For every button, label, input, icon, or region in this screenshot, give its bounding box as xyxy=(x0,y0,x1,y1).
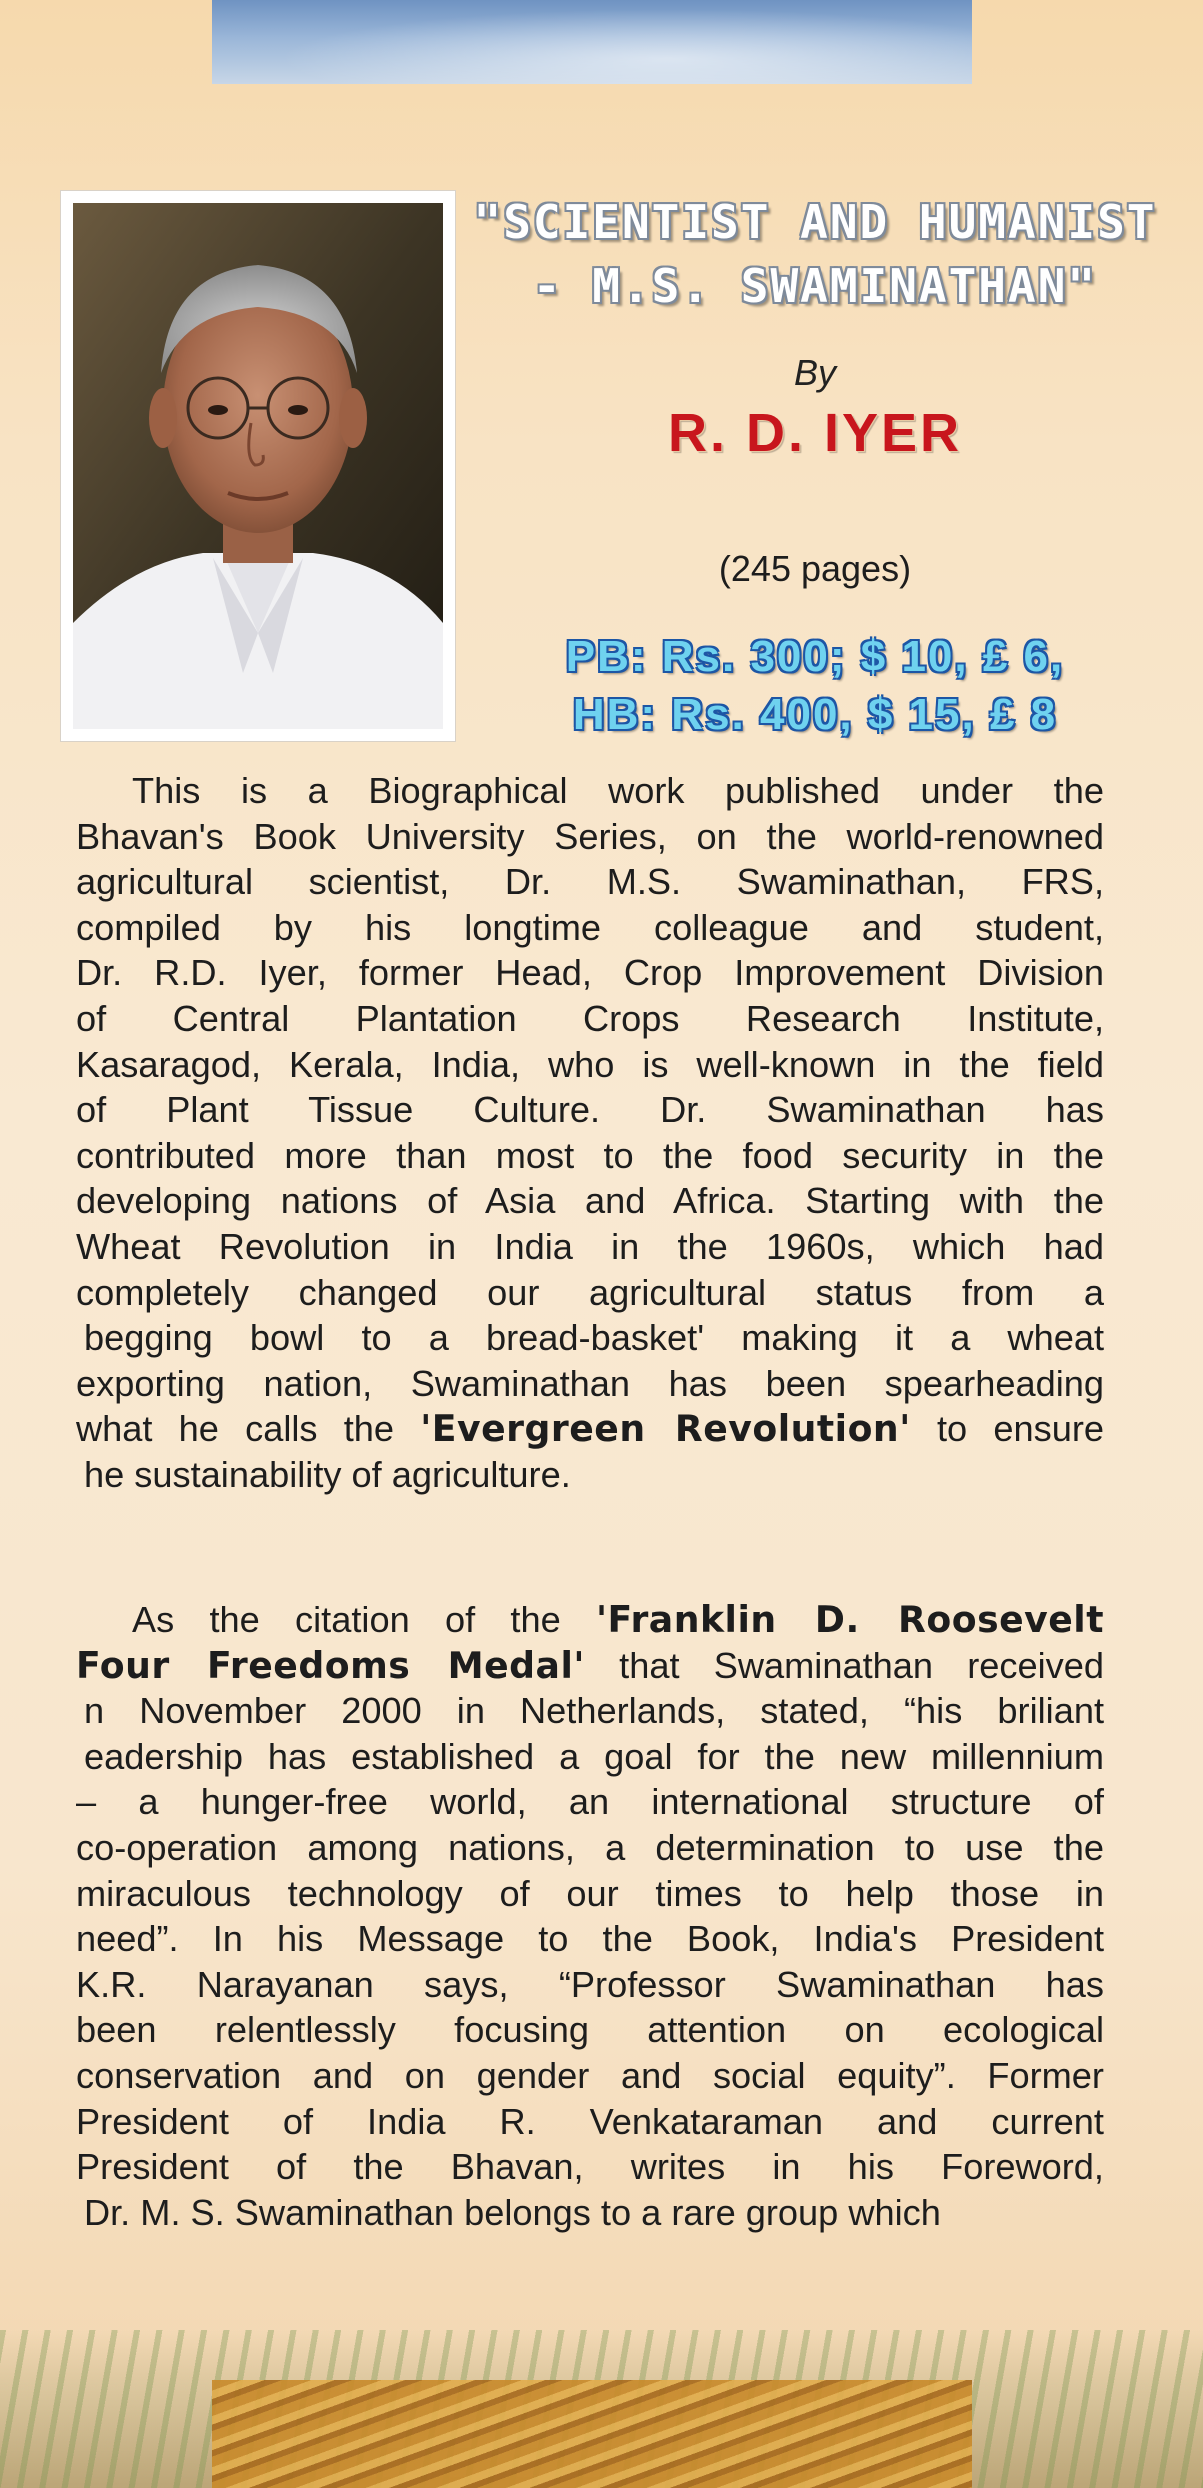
medal-name-emphasis: Four Freedoms Medal' xyxy=(76,1643,585,1687)
paragraph-1-line: agricultural scientist, Dr. M.S. Swaminathan, FRS, xyxy=(76,861,1104,903)
author-name: R. D. IYER xyxy=(667,403,963,463)
paragraph-2-line: co-operation among nations, a determination to use the xyxy=(76,1826,1104,1868)
paragraph-2-line: need”. In his Message to the Book, India's President xyxy=(76,1918,1104,1960)
book-title xyxy=(470,190,1160,318)
paragraph-1-line: This is a Biographical work published under the xyxy=(132,770,1104,811)
paragraph-2-line: K.R. Narayanan says, “Professor Swaminathan has xyxy=(76,1963,1104,2005)
paragraph-1-line: of Plant Tissue Culture. Dr. Swaminathan has xyxy=(76,1089,1104,1131)
text-run: to ensure xyxy=(910,1408,1105,1450)
paragraph-1-line: Wheat Revolution in India in the 1960s, which had xyxy=(76,1225,1104,1267)
paragraph-1-line: he sustainability of agriculture. xyxy=(84,1453,571,1495)
paragraph-1-line: compiled by his longtime colleague and student, xyxy=(76,906,1104,948)
paragraph-2-line xyxy=(76,1643,1104,1689)
paragraph-2-line: Dr. M. S. Swaminathan belongs to a rare group which xyxy=(84,2191,941,2233)
paragraph-2-line: – a hunger-free world, an international structure of xyxy=(76,1781,1104,1823)
price-paperback: PB: Rs. 300; $ 10, £ 6, xyxy=(565,632,1065,681)
paragraph-1-line: begging bowl to a bread-basket' making it a wheat xyxy=(84,1317,1104,1359)
paragraph-1-line: Kasaragod, Kerala, India, who is well-known in the field xyxy=(76,1043,1104,1085)
wheat-ears-image xyxy=(212,2380,972,2488)
paragraph-2-line: eadership has established a goal for the new millennium xyxy=(84,1735,1104,1777)
paragraph-1-line: Dr. R.D. Iyer, former Head, Crop Improvement Division xyxy=(76,952,1104,994)
sky-banner-image xyxy=(212,0,972,84)
author-portrait-photo xyxy=(60,190,456,742)
price-list xyxy=(470,628,1160,744)
paragraph-2-line: n November 2000 in Netherlands, stated, “his briliant xyxy=(84,1690,1104,1732)
paragraph-1-line: exporting nation, Swaminathan has been spearheading xyxy=(76,1362,1104,1404)
book-title-line-1: "SCIENTIST AND HUMANIST xyxy=(473,195,1157,249)
paragraph-1-line: developing nations of Asia and Africa. Starting with the xyxy=(76,1180,1104,1222)
paragraph-2-line: President of India R. Venkataraman and current xyxy=(76,2100,1104,2142)
paragraph-2-line: been relentlessly focusing attention on ecological xyxy=(76,2009,1104,2051)
text-run: As the citation of the xyxy=(132,1599,596,1640)
paragraph-2-line: conservation and on gender and social equity”. Former xyxy=(76,2054,1104,2096)
portrait-illustration xyxy=(73,203,443,729)
by-label: By xyxy=(793,352,836,393)
paragraph-1-line: contributed more than most to the food security in the xyxy=(76,1134,1104,1176)
paragraph-1-line: Bhavan's Book University Series, on the world-renowned xyxy=(76,815,1104,857)
price-hardback: HB: Rs. 400, $ 15, £ 8 xyxy=(572,690,1058,739)
paragraph-2-line: President of the Bhavan, writes in his Foreword, xyxy=(76,2146,1104,2188)
evergreen-revolution-emphasis: 'Evergreen Revolution' xyxy=(420,1407,911,1451)
description-paragraph-1 xyxy=(76,768,1104,1498)
page-count: (245 pages) xyxy=(718,548,912,589)
description-paragraph-2 xyxy=(76,1597,1104,2235)
paragraph-1-line: of Central Plantation Crops Research Institute, xyxy=(76,997,1104,1039)
book-title-line-2: - M.S. SWAMINATHAN" xyxy=(532,259,1098,313)
paragraph-2-line xyxy=(76,1597,1104,1643)
text-run: what he calls the xyxy=(76,1408,421,1450)
text-run: that Swaminathan received xyxy=(584,1644,1104,1686)
paragraph-1-line xyxy=(76,1406,1104,1452)
medal-name-emphasis: 'Franklin D. Roosevelt xyxy=(595,1598,1105,1641)
paragraph-1-line: completely changed our agricultural status from a xyxy=(76,1271,1104,1313)
paragraph-2-line: miraculous technology of our times to help those in xyxy=(76,1872,1104,1914)
